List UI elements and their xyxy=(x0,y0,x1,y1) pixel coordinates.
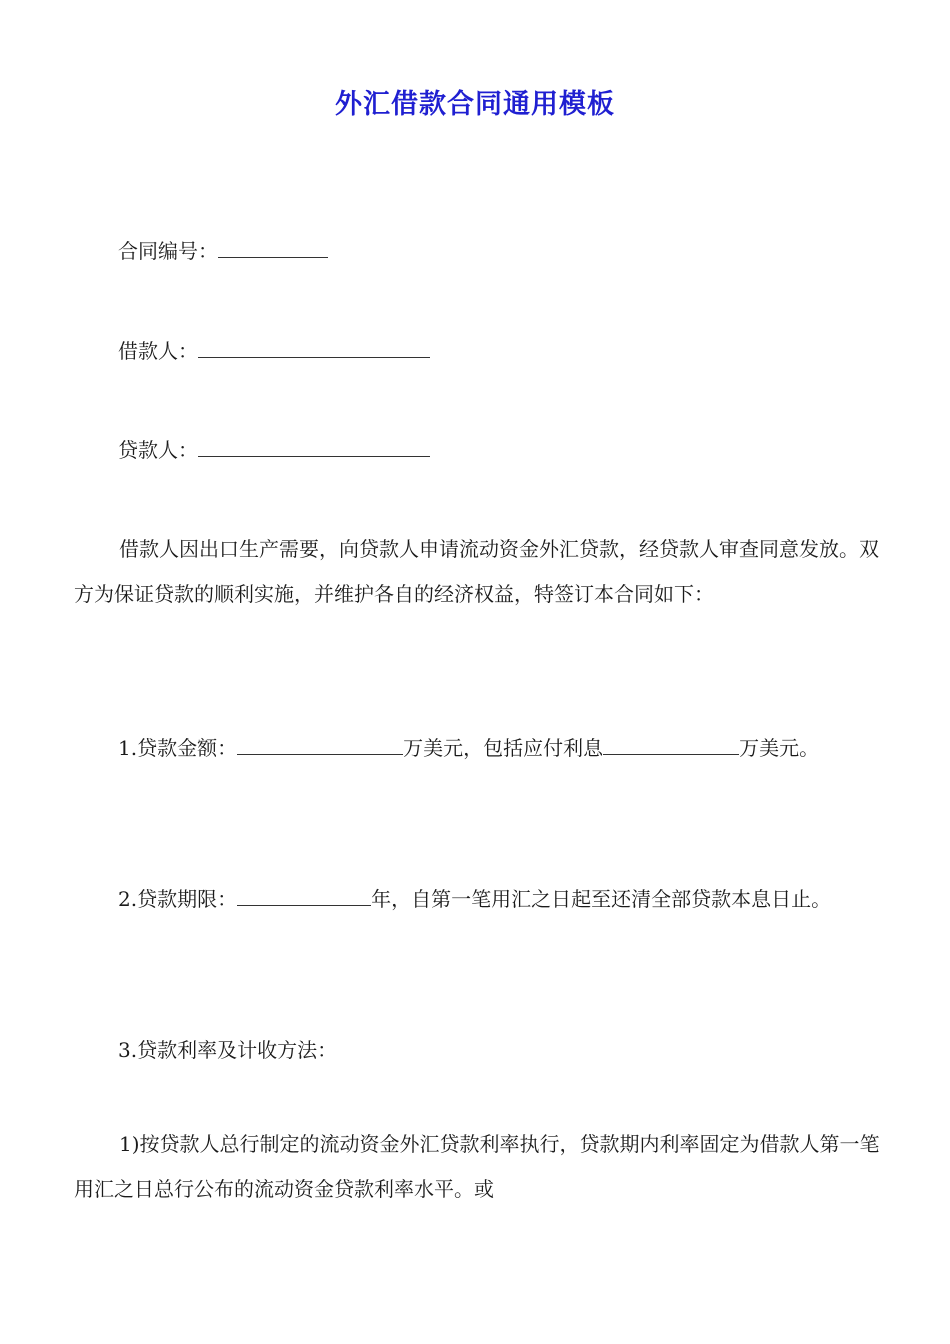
loan-amount-line xyxy=(118,733,819,763)
loan-term-blank[interactable] xyxy=(237,885,371,906)
loan-term-line xyxy=(118,884,831,914)
contract-number-label: 合同编号： xyxy=(118,239,218,263)
loan-term-label: 2.贷款期限： xyxy=(118,887,238,911)
interest-amount-blank[interactable] xyxy=(603,734,739,755)
contract-number-blank[interactable] xyxy=(218,237,328,258)
intro-paragraph: 借款人因出口生产需要，向贷款人申请流动资金外汇贷款，经贷款人审查同意发放。双方为保证贷款的顺利实施，并维护各自的经济权益，特签订本合同如下： xyxy=(74,537,879,606)
borrower-blank[interactable] xyxy=(198,337,430,358)
loan-term-suffix: 年，自第一笔用汇之日起至还清全部贷款本息日止。 xyxy=(371,887,832,911)
lender-line xyxy=(118,435,430,465)
lender-blank[interactable] xyxy=(198,436,430,457)
contract-number-line xyxy=(118,236,328,266)
lender-label: 贷款人： xyxy=(118,438,198,462)
loan-amount-label: 1.贷款金额： xyxy=(118,736,238,760)
loan-amount-suffix: 万美元。 xyxy=(739,736,820,760)
interest-rate-clause-1: 1)按贷款人总行制定的流动资金外汇贷款利率执行，贷款期内利率固定为借款人第一笔用汇之日总行公布的流动资金贷款利率水平。或 xyxy=(74,1132,880,1201)
loan-amount-mid: 万美元，包括应付利息 xyxy=(403,736,604,760)
borrower-line xyxy=(118,336,430,366)
document-title: 外汇借款合同通用模板 xyxy=(335,89,615,120)
borrower-label: 借款人： xyxy=(118,339,198,363)
interest-rate-heading: 3.贷款利率及计收方法： xyxy=(118,1038,338,1062)
loan-amount-blank[interactable] xyxy=(237,734,403,755)
